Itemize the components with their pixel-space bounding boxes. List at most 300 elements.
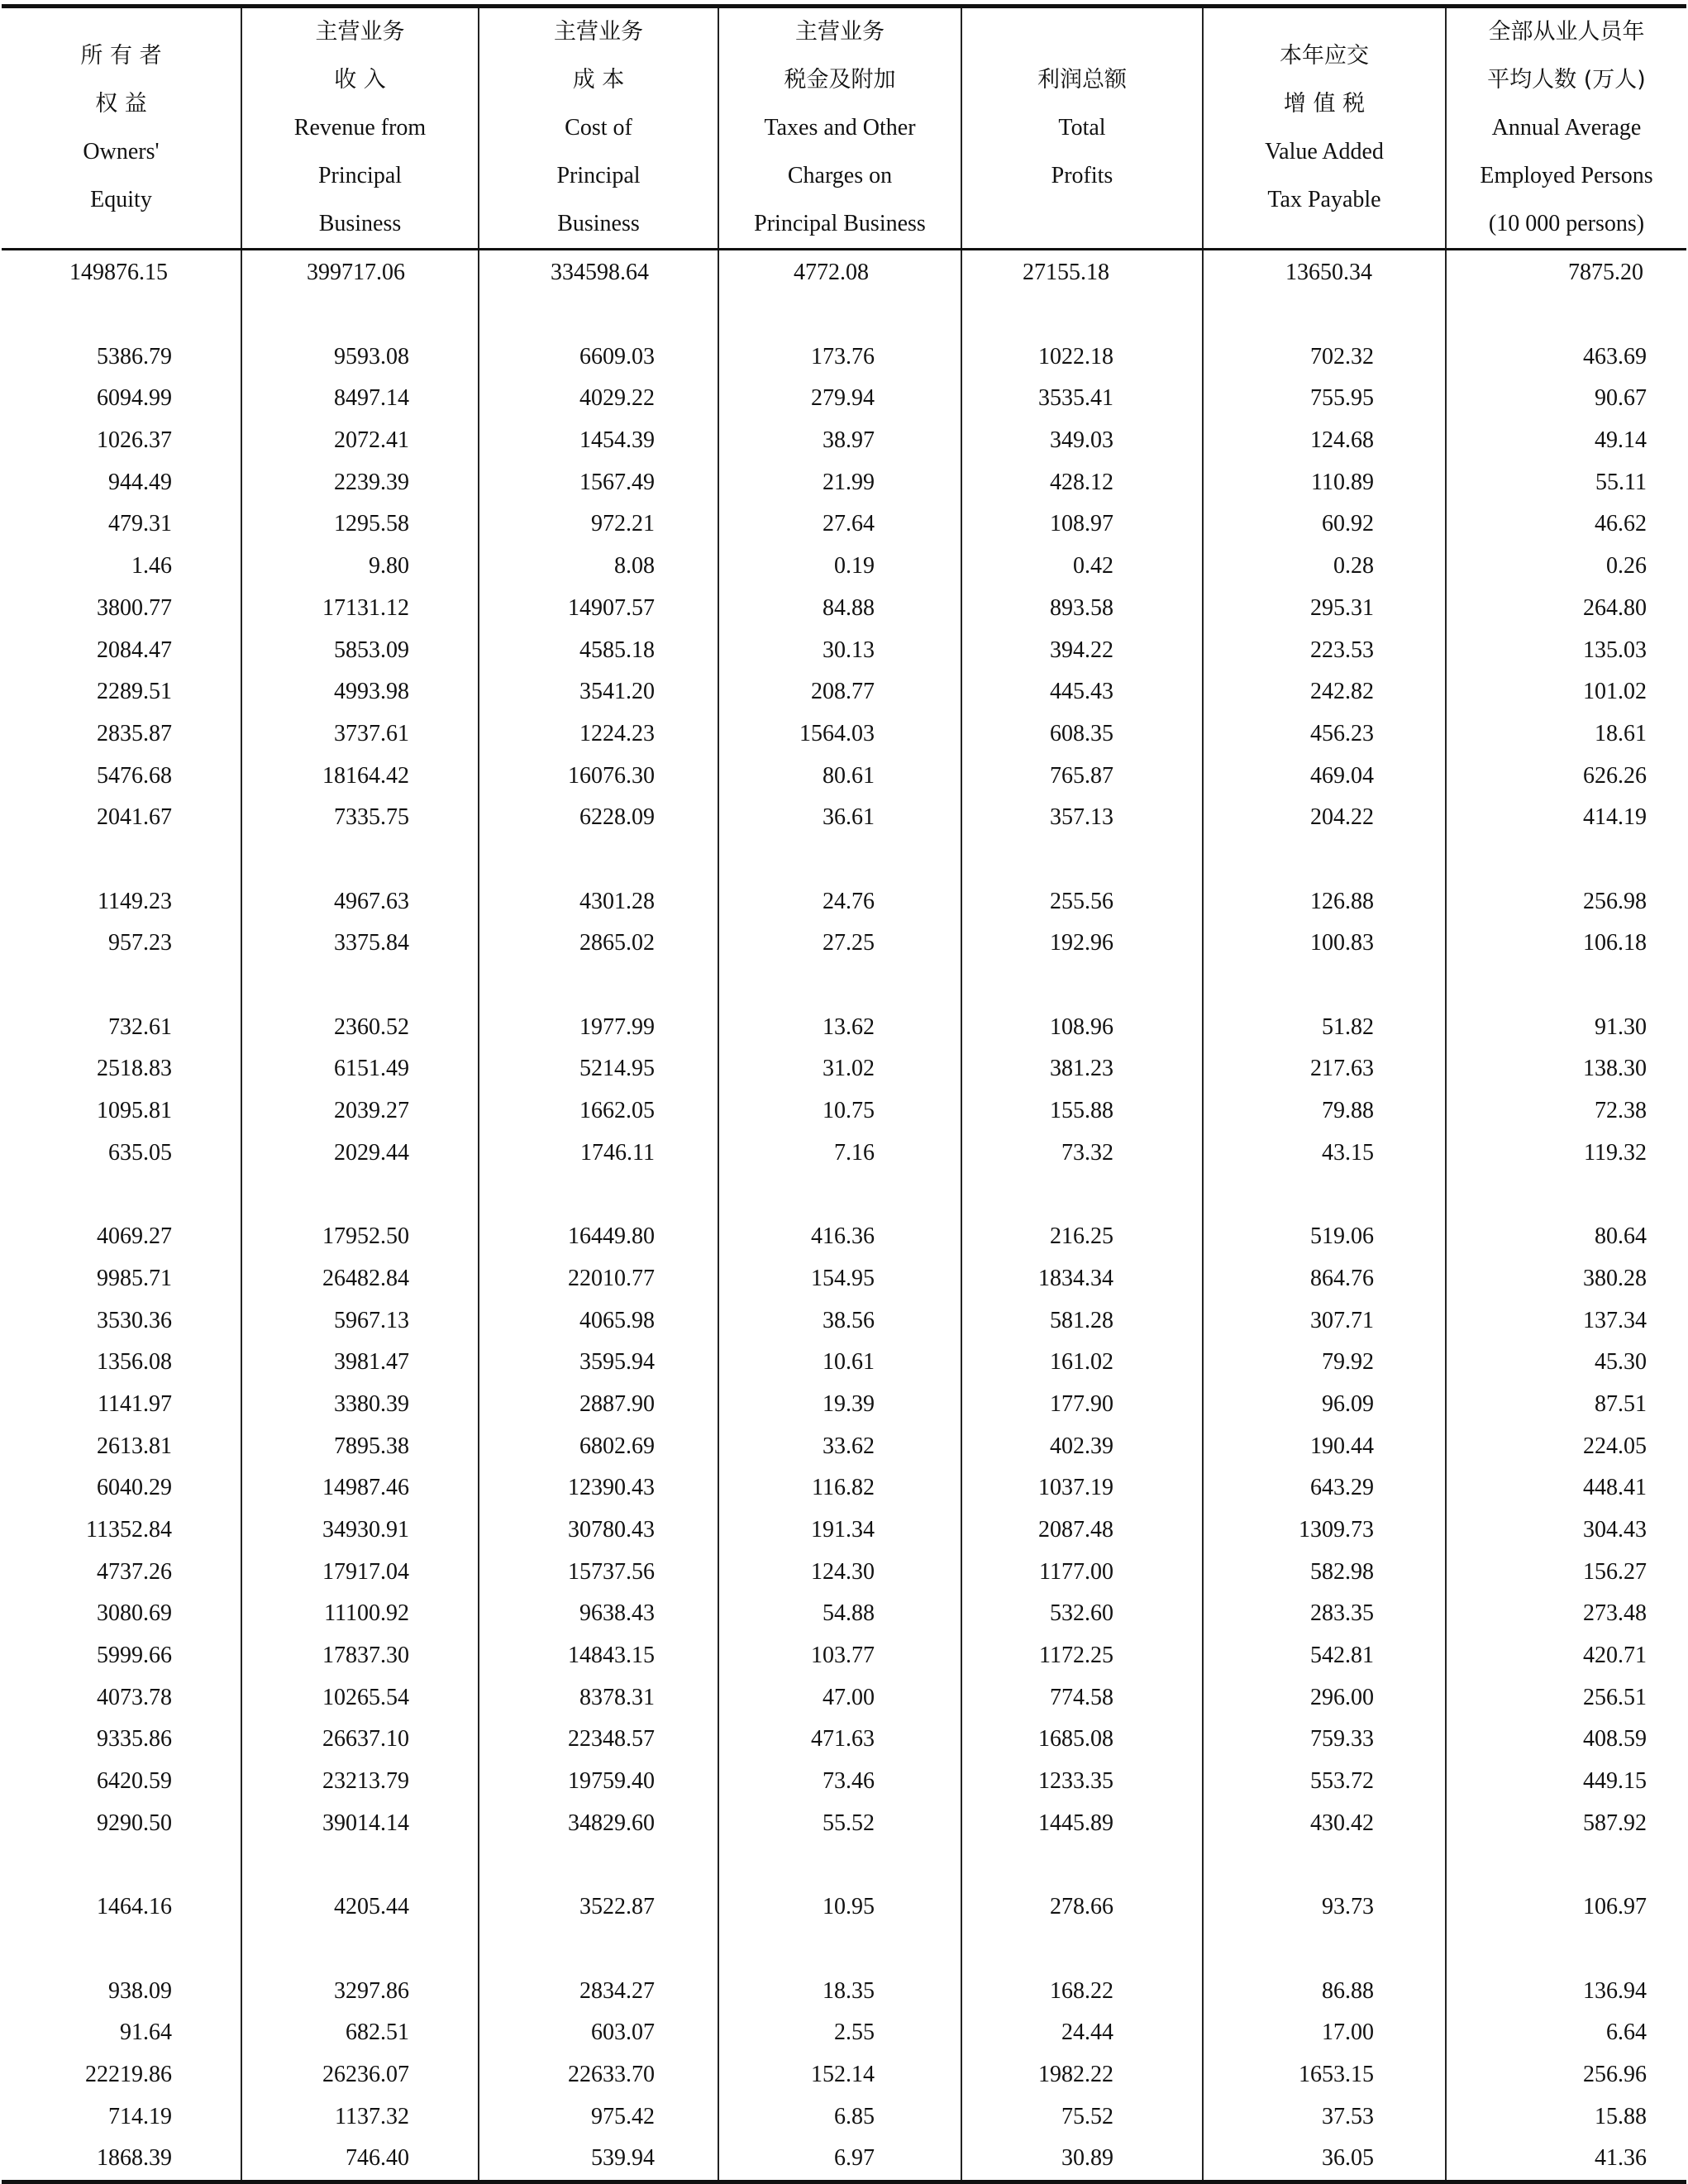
cost-cell: 1662.05 — [479, 1090, 718, 1133]
header-line: 主营业务 — [554, 19, 643, 45]
vat-payable-cell: 43.15 — [1203, 1132, 1446, 1174]
taxes-cell: 73.46 — [718, 1761, 961, 1803]
header-line: Annual Average — [1491, 115, 1642, 141]
table-row — [2, 2096, 1686, 2138]
taxes-cell: 30.13 — [718, 629, 961, 671]
table-row — [2, 1719, 1686, 1761]
table-row — [2, 755, 1686, 797]
taxes-cell: 18.35 — [718, 1970, 961, 2012]
taxes-cell: 38.97 — [718, 420, 961, 462]
total-profits-cell: 765.87 — [961, 755, 1203, 797]
cost-cell: 4585.18 — [479, 629, 718, 671]
taxes-cell: 38.56 — [718, 1299, 961, 1342]
table-row — [2, 2054, 1686, 2096]
cost-cell: 1454.39 — [479, 420, 718, 462]
employed-persons-cell: 18.61 — [1446, 713, 1686, 756]
owners-equity-cell: 938.09 — [108, 1977, 172, 2004]
total-profits-cell: 1037.19 — [961, 1467, 1203, 1509]
owners-equity-cell — [2, 1174, 241, 1216]
header-line: 税金及附加 — [784, 67, 896, 93]
cost-cell: 22348.57 — [479, 1719, 718, 1761]
owners-equity-cell: 3080.69 — [97, 1600, 172, 1627]
table-row — [2, 797, 1686, 839]
revenue-cell: 17837.30 — [241, 1635, 479, 1677]
cost-cell: 1567.49 — [479, 461, 718, 503]
employed-persons-cell: 101.02 — [1446, 671, 1686, 713]
employed-persons-cell: 80.64 — [1446, 1216, 1686, 1258]
cost-cell: 14843.15 — [479, 1635, 718, 1677]
employed-persons-cell: 137.34 — [1446, 1299, 1686, 1342]
owners-equity-cell: 4069.27 — [97, 1223, 172, 1250]
header-line: 本年应交 — [1280, 43, 1369, 69]
table-spacer-row — [2, 294, 1686, 336]
employed-persons-cell: 136.94 — [1446, 1970, 1686, 2012]
cost-cell: 4301.28 — [479, 880, 718, 923]
table-row — [2, 880, 1686, 923]
revenue-cell: 2039.27 — [241, 1090, 479, 1133]
taxes-cell — [718, 1174, 961, 1216]
header-line: 平均人数 (万人) — [1487, 67, 1646, 93]
table-row — [2, 588, 1686, 630]
revenue-cell: 14987.46 — [241, 1467, 479, 1509]
taxes-cell: 55.52 — [718, 1802, 961, 1844]
header-employed-persons — [1446, 7, 1686, 250]
vat-payable-cell — [1203, 294, 1446, 336]
vat-payable-cell: 643.29 — [1203, 1467, 1446, 1509]
table-row — [2, 713, 1686, 756]
employed-persons-cell: 626.26 — [1446, 755, 1686, 797]
owners-equity-cell: 4737.26 — [97, 1558, 172, 1585]
taxes-cell — [718, 965, 961, 1007]
cost-cell: 3522.87 — [479, 1886, 718, 1929]
cost-cell: 334598.64 — [479, 250, 718, 294]
table-spacer-row — [2, 839, 1686, 881]
vat-payable-cell: 79.92 — [1203, 1342, 1446, 1384]
vat-payable-cell: 126.88 — [1203, 880, 1446, 923]
employed-persons-cell: 106.97 — [1446, 1886, 1686, 1929]
owners-equity-cell: 1464.16 — [97, 1894, 172, 1920]
header-line: Principal — [556, 163, 641, 188]
employed-persons-cell: 420.71 — [1446, 1635, 1686, 1677]
taxes-cell — [718, 839, 961, 881]
header-cost — [479, 7, 718, 250]
table-row — [2, 629, 1686, 671]
revenue-cell: 10265.54 — [241, 1676, 479, 1719]
employed-persons-cell: 264.80 — [1446, 588, 1686, 630]
header-line: Business — [557, 211, 640, 236]
taxes-cell: 36.61 — [718, 797, 961, 839]
header-line: 所 有 者 — [80, 43, 162, 69]
table-spacer-row — [2, 965, 1686, 1007]
employed-persons-cell — [1446, 1929, 1686, 1971]
taxes-cell: 6.85 — [718, 2096, 961, 2138]
employed-persons-cell — [1446, 1844, 1686, 1886]
employed-persons-cell — [1446, 1174, 1686, 1216]
taxes-cell: 7.16 — [718, 1132, 961, 1174]
header-line: Principal — [317, 163, 403, 188]
owners-equity-cell: 2041.67 — [97, 804, 172, 831]
vat-payable-cell — [1203, 1174, 1446, 1216]
cost-cell: 3595.94 — [479, 1342, 718, 1384]
header-line: Revenue from — [293, 115, 427, 141]
cost-cell: 9638.43 — [479, 1593, 718, 1635]
vat-payable-cell: 295.31 — [1203, 588, 1446, 630]
vat-payable-cell: 519.06 — [1203, 1216, 1446, 1258]
table-row — [2, 1886, 1686, 1929]
vat-payable-cell: 283.35 — [1203, 1593, 1446, 1635]
cost-cell — [479, 965, 718, 1007]
taxes-cell: 24.76 — [718, 880, 961, 923]
cost-cell: 15737.56 — [479, 1551, 718, 1593]
vat-payable-cell: 1653.15 — [1203, 2054, 1446, 2096]
taxes-cell: 10.75 — [718, 1090, 961, 1133]
header-row — [2, 7, 1686, 250]
total-profits-cell: 581.28 — [961, 1299, 1203, 1342]
taxes-cell: 47.00 — [718, 1676, 961, 1719]
vat-payable-cell: 100.83 — [1203, 923, 1446, 965]
vat-payable-cell: 864.76 — [1203, 1258, 1446, 1300]
total-profits-cell: 278.66 — [961, 1886, 1203, 1929]
owners-equity-cell: 944.49 — [108, 469, 172, 495]
revenue-cell: 34930.91 — [241, 1509, 479, 1552]
table-row — [2, 2138, 1686, 2182]
table-row — [2, 1761, 1686, 1803]
taxes-cell: 416.36 — [718, 1216, 961, 1258]
total-profits-cell: 3535.41 — [961, 378, 1203, 420]
taxes-cell: 116.82 — [718, 1467, 961, 1509]
total-profits-cell: 27155.18 — [961, 250, 1203, 294]
revenue-cell — [241, 1929, 479, 1971]
taxes-cell: 191.34 — [718, 1509, 961, 1552]
owners-equity-cell: 3800.77 — [97, 594, 172, 621]
vat-payable-cell: 217.63 — [1203, 1048, 1446, 1090]
table-row — [2, 1132, 1686, 1174]
header-line: 权 益 — [95, 91, 147, 117]
owners-equity-cell: 479.31 — [108, 511, 172, 537]
employed-persons-cell: 119.32 — [1446, 1132, 1686, 1174]
total-profits-cell: 1982.22 — [961, 2054, 1203, 2096]
table-row — [2, 1048, 1686, 1090]
total-profits-cell: 73.32 — [961, 1132, 1203, 1174]
cost-cell: 1746.11 — [479, 1132, 718, 1174]
taxes-cell: 19.39 — [718, 1384, 961, 1426]
cost-cell: 603.07 — [479, 2012, 718, 2054]
revenue-cell: 18164.42 — [241, 755, 479, 797]
owners-equity-cell: 1356.08 — [97, 1349, 172, 1376]
cost-cell: 2887.90 — [479, 1384, 718, 1426]
vat-payable-cell: 37.53 — [1203, 2096, 1446, 2138]
total-profits-cell: 255.56 — [961, 880, 1203, 923]
vat-payable-cell: 582.98 — [1203, 1551, 1446, 1593]
total-profits-cell — [961, 1844, 1203, 1886]
header-line: Charges on — [787, 163, 893, 188]
owners-equity-cell: 4073.78 — [97, 1684, 172, 1710]
employed-persons-cell: 41.36 — [1446, 2138, 1686, 2182]
owners-equity-cell: 149876.15 — [69, 260, 168, 286]
vat-payable-cell: 469.04 — [1203, 755, 1446, 797]
total-profits-cell: 2087.48 — [961, 1509, 1203, 1552]
table-row — [2, 420, 1686, 462]
vat-payable-cell: 307.71 — [1203, 1299, 1446, 1342]
table-row — [2, 1258, 1686, 1300]
total-profits-cell: 108.96 — [961, 1006, 1203, 1048]
revenue-cell: 3297.86 — [241, 1970, 479, 2012]
vat-payable-cell: 1309.73 — [1203, 1509, 1446, 1552]
owners-equity-cell: 1141.97 — [98, 1390, 172, 1417]
cost-cell: 22010.77 — [479, 1258, 718, 1300]
employed-persons-cell: 46.62 — [1446, 503, 1686, 546]
header-line: (10 000 persons) — [1488, 211, 1645, 236]
header-line: Owners' — [83, 139, 160, 165]
total-profits-cell: 75.52 — [961, 2096, 1203, 2138]
table-row — [2, 378, 1686, 420]
table-row — [2, 1425, 1686, 1467]
cost-cell: 8378.31 — [479, 1676, 718, 1719]
employed-persons-cell: 91.30 — [1446, 1006, 1686, 1048]
total-profits-cell: 0.42 — [961, 546, 1203, 588]
employed-persons-cell: 587.92 — [1446, 1802, 1686, 1844]
header-line: Tax Payable — [1267, 187, 1381, 212]
table-row — [2, 2012, 1686, 2054]
owners-equity-cell: 1868.39 — [2, 2138, 241, 2182]
cost-cell — [479, 1929, 718, 1971]
cost-cell: 5214.95 — [479, 1048, 718, 1090]
owners-equity-cell — [2, 839, 241, 881]
total-profits-cell — [961, 839, 1203, 881]
total-profits-cell: 1177.00 — [961, 1551, 1203, 1593]
total-profits-cell: 428.12 — [961, 461, 1203, 503]
table-row — [2, 546, 1686, 588]
total-profits-cell: 445.43 — [961, 671, 1203, 713]
revenue-cell: 11100.92 — [241, 1593, 479, 1635]
taxes-cell: 103.77 — [718, 1635, 961, 1677]
table-spacer-row — [2, 1929, 1686, 1971]
owners-equity-cell — [2, 294, 241, 336]
total-profits-cell: 402.39 — [961, 1425, 1203, 1467]
owners-equity-cell: 6094.99 — [97, 385, 172, 412]
cost-cell — [479, 839, 718, 881]
header-line: Cost of — [565, 115, 632, 141]
revenue-cell: 682.51 — [241, 2012, 479, 2054]
taxes-cell: 0.19 — [718, 546, 961, 588]
taxes-cell: 54.88 — [718, 1593, 961, 1635]
vat-payable-cell: 542.81 — [1203, 1635, 1446, 1677]
taxes-cell: 2.55 — [718, 2012, 961, 2054]
owners-equity-cell: 2518.83 — [97, 1056, 172, 1082]
total-profits-cell: 357.13 — [961, 797, 1203, 839]
taxes-cell: 1564.03 — [718, 713, 961, 756]
total-profits-cell: 216.25 — [961, 1216, 1203, 1258]
cost-cell: 1224.23 — [479, 713, 718, 756]
total-profits-cell — [961, 294, 1203, 336]
taxes-cell: 27.25 — [718, 923, 961, 965]
revenue-cell: 4205.44 — [241, 1886, 479, 1929]
employed-persons-cell: 304.43 — [1446, 1509, 1686, 1552]
vat-payable-cell: 296.00 — [1203, 1676, 1446, 1719]
owners-equity-cell: 9985.71 — [97, 1265, 172, 1291]
employed-persons-cell: 6.64 — [1446, 2012, 1686, 2054]
table-row — [2, 1802, 1686, 1844]
total-profits-cell: 608.35 — [961, 713, 1203, 756]
revenue-cell: 1295.58 — [241, 503, 479, 546]
revenue-cell: 26482.84 — [241, 1258, 479, 1300]
header-line: 成 本 — [572, 67, 625, 93]
employed-persons-cell: 0.26 — [1446, 546, 1686, 588]
revenue-cell: 39014.14 — [241, 1802, 479, 1844]
table-row — [2, 1006, 1686, 1048]
owners-equity-cell: 9335.86 — [97, 1726, 172, 1752]
employed-persons-cell: 408.59 — [1446, 1719, 1686, 1761]
header-line: Equity — [90, 187, 152, 212]
table-row — [2, 1090, 1686, 1133]
revenue-cell: 9593.08 — [241, 336, 479, 378]
taxes-cell — [718, 294, 961, 336]
employed-persons-cell: 87.51 — [1446, 1384, 1686, 1426]
taxes-cell: 279.94 — [718, 378, 961, 420]
owners-equity-cell: 5999.66 — [97, 1643, 172, 1669]
employed-persons-cell: 72.38 — [1446, 1090, 1686, 1133]
owners-equity-cell — [2, 965, 241, 1007]
revenue-cell: 3737.61 — [241, 713, 479, 756]
vat-payable-cell: 110.89 — [1203, 461, 1446, 503]
vat-payable-cell: 223.53 — [1203, 629, 1446, 671]
total-profits-cell: 349.03 — [961, 420, 1203, 462]
owners-equity-cell: 957.23 — [108, 930, 172, 956]
revenue-cell: 3375.84 — [241, 923, 479, 965]
employed-persons-cell: 273.48 — [1446, 1593, 1686, 1635]
employed-persons-cell: 15.88 — [1446, 2096, 1686, 2138]
cost-cell: 3541.20 — [479, 671, 718, 713]
taxes-cell: 10.61 — [718, 1342, 961, 1384]
taxes-cell: 33.62 — [718, 1425, 961, 1467]
vat-payable-cell — [1203, 965, 1446, 1007]
vat-payable-cell — [1203, 1929, 1446, 1971]
taxes-cell: 154.95 — [718, 1258, 961, 1300]
employed-persons-cell — [1446, 294, 1686, 336]
owners-equity-cell: 1026.37 — [97, 427, 172, 454]
total-profits-cell: 1445.89 — [961, 1802, 1203, 1844]
cost-cell — [479, 1174, 718, 1216]
revenue-cell: 4993.98 — [241, 671, 479, 713]
vat-payable-cell: 96.09 — [1203, 1384, 1446, 1426]
taxes-cell: 31.02 — [718, 1048, 961, 1090]
total-profits-cell: 177.90 — [961, 1384, 1203, 1426]
owners-equity-cell: 6420.59 — [97, 1768, 172, 1795]
owners-equity-cell: 2084.47 — [97, 637, 172, 663]
total-profits-cell: 30.89 — [961, 2138, 1203, 2182]
employed-persons-cell: 90.67 — [1446, 378, 1686, 420]
vat-payable-cell: 190.44 — [1203, 1425, 1446, 1467]
cost-cell: 12390.43 — [479, 1467, 718, 1509]
revenue-cell: 6151.49 — [241, 1048, 479, 1090]
header-line: Total — [1058, 115, 1106, 141]
table-row — [2, 250, 1686, 294]
header-line: 全部从业人员年 — [1488, 19, 1645, 45]
total-profits-cell: 24.44 — [961, 2012, 1203, 2054]
total-profits-cell: 381.23 — [961, 1048, 1203, 1090]
cost-cell: 1977.99 — [479, 1006, 718, 1048]
owners-equity-cell: 1095.81 — [97, 1098, 172, 1124]
total-profits-cell: 108.97 — [961, 503, 1203, 546]
revenue-cell — [241, 294, 479, 336]
total-profits-cell: 1834.34 — [961, 1258, 1203, 1300]
header-line: 主营业务 — [315, 19, 405, 45]
revenue-cell: 746.40 — [241, 2138, 479, 2182]
vat-payable-cell: 51.82 — [1203, 1006, 1446, 1048]
table-header — [2, 7, 1686, 250]
cost-cell — [479, 1844, 718, 1886]
taxes-cell: 84.88 — [718, 588, 961, 630]
table-row — [2, 336, 1686, 378]
taxes-cell: 13.62 — [718, 1006, 961, 1048]
total-profits-cell: 1022.18 — [961, 336, 1203, 378]
employed-persons-cell: 7875.20 — [1446, 250, 1686, 294]
table-row — [2, 1635, 1686, 1677]
revenue-cell: 2239.39 — [241, 461, 479, 503]
revenue-cell: 9.80 — [241, 546, 479, 588]
owners-equity-cell — [2, 1844, 241, 1886]
vat-payable-cell: 430.42 — [1203, 1802, 1446, 1844]
taxes-cell: 152.14 — [718, 2054, 961, 2096]
table-row — [2, 1216, 1686, 1258]
owners-equity-cell: 91.64 — [120, 2019, 172, 2046]
cost-cell: 539.94 — [479, 2138, 718, 2182]
cost-cell: 16449.80 — [479, 1216, 718, 1258]
revenue-cell: 399717.06 — [241, 250, 479, 294]
employed-persons-cell: 414.19 — [1446, 797, 1686, 839]
owners-equity-cell: 11352.84 — [86, 1516, 172, 1543]
vat-payable-cell: 553.72 — [1203, 1761, 1446, 1803]
table-row — [2, 1384, 1686, 1426]
total-profits-cell — [961, 1929, 1203, 1971]
total-profits-cell: 1233.35 — [961, 1761, 1203, 1803]
employed-persons-cell — [1446, 839, 1686, 881]
table-row — [2, 671, 1686, 713]
taxes-cell — [718, 1929, 961, 1971]
revenue-cell: 7335.75 — [241, 797, 479, 839]
table-row — [2, 1676, 1686, 1719]
taxes-cell: 80.61 — [718, 755, 961, 797]
employed-persons-cell: 256.98 — [1446, 880, 1686, 923]
revenue-cell: 23213.79 — [241, 1761, 479, 1803]
employed-persons-cell — [1446, 965, 1686, 1007]
cost-cell: 30780.43 — [479, 1509, 718, 1552]
taxes-cell: 6.97 — [718, 2138, 961, 2182]
table-row — [2, 1551, 1686, 1593]
employed-persons-cell: 256.51 — [1446, 1676, 1686, 1719]
header-line: Value Added — [1265, 139, 1384, 165]
owners-equity-cell: 6040.29 — [97, 1475, 172, 1501]
header-total-profits — [961, 7, 1203, 250]
table-row — [2, 923, 1686, 965]
cost-cell: 4029.22 — [479, 378, 718, 420]
total-profits-cell: 192.96 — [961, 923, 1203, 965]
vat-payable-cell: 124.68 — [1203, 420, 1446, 462]
revenue-cell: 2029.44 — [241, 1132, 479, 1174]
cost-cell: 6609.03 — [479, 336, 718, 378]
total-profits-cell — [961, 965, 1203, 1007]
taxes-cell: 173.76 — [718, 336, 961, 378]
header-taxes — [718, 7, 961, 250]
owners-equity-cell: 2613.81 — [97, 1433, 172, 1459]
revenue-cell: 4967.63 — [241, 880, 479, 923]
owners-equity-cell: 1149.23 — [98, 888, 172, 914]
cost-cell: 19759.40 — [479, 1761, 718, 1803]
total-profits-cell: 168.22 — [961, 1970, 1203, 2012]
vat-payable-cell: 755.95 — [1203, 378, 1446, 420]
revenue-cell — [241, 965, 479, 1007]
industry-statistics-table — [2, 4, 1686, 2184]
